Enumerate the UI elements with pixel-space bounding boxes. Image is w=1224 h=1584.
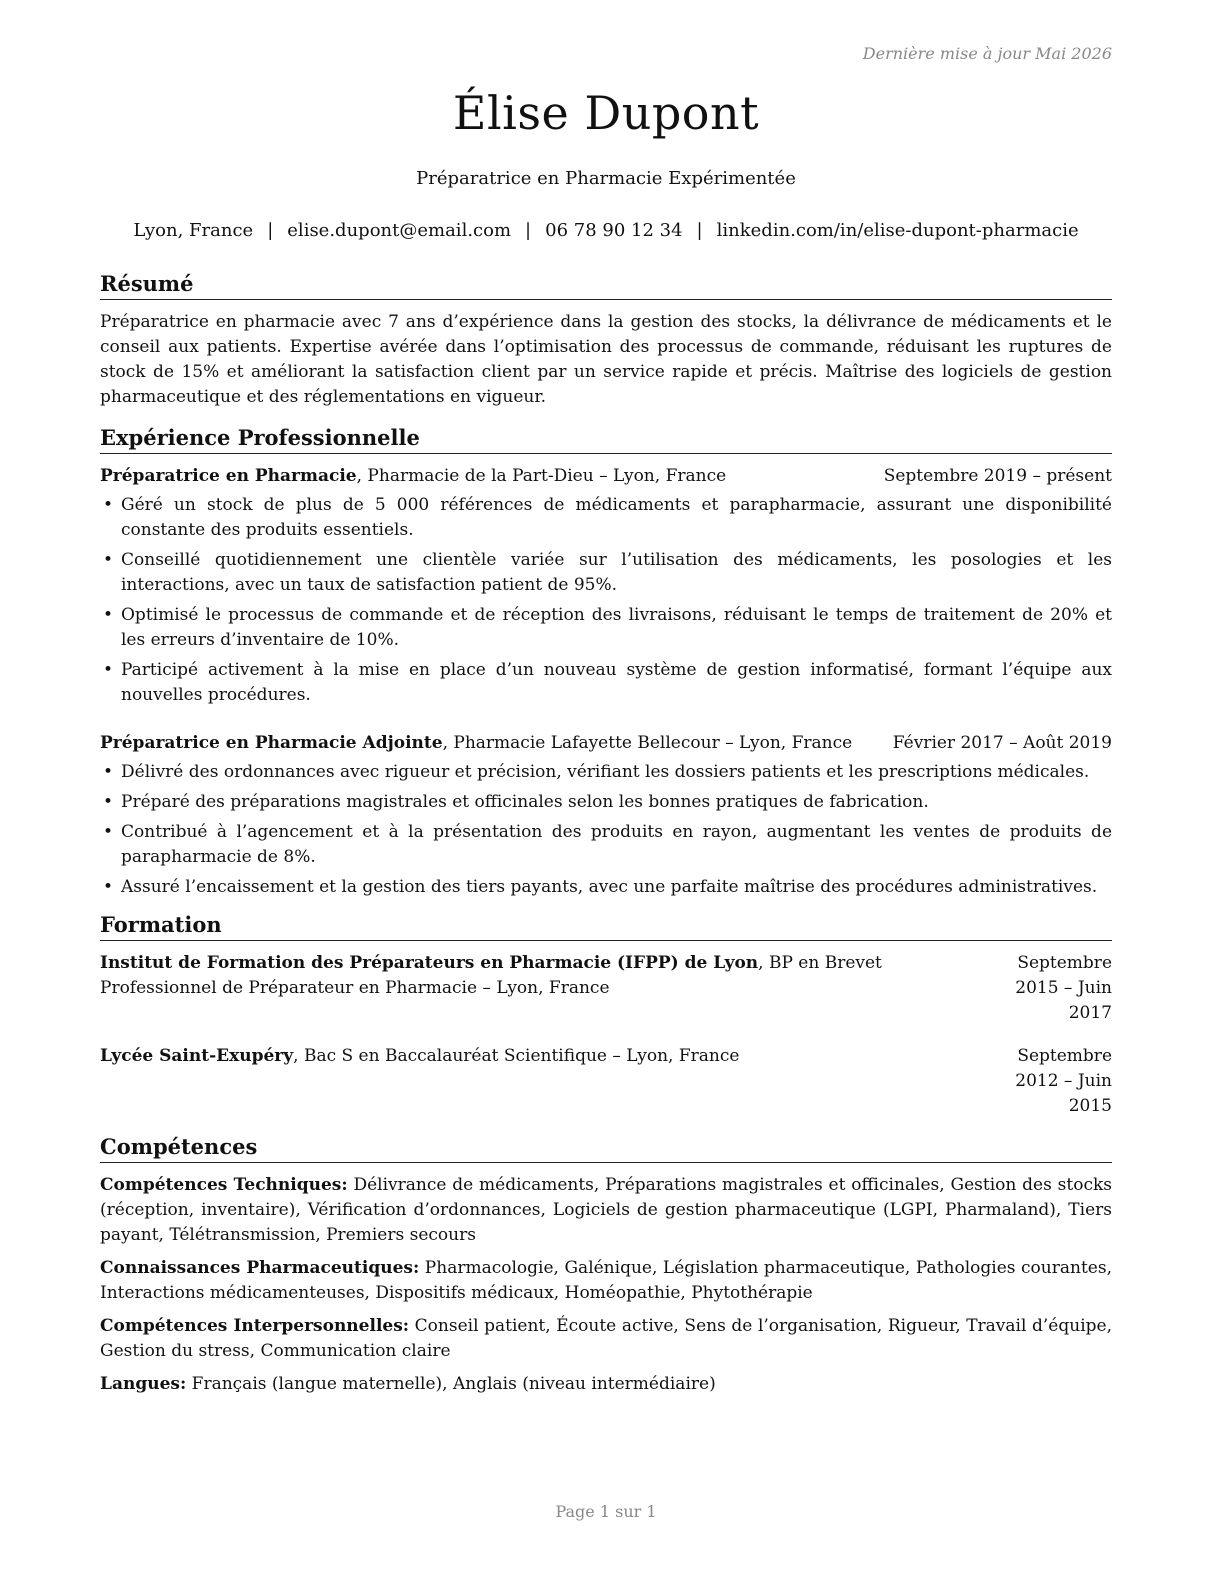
skill-text: Conseil patient, Écoute active, Sens de l’organisation, Rigueur, Travail d’équipe, Gestion du stress, Communication claire	[100, 1316, 1112, 1361]
summary-text: Préparatrice en pharmacie avec 7 ans d’expérience dans la gestion des stocks, la délivrance de médicaments et le conseil aux patients. Expertise avérée dans l’optimisation des processus de commande, réduisant les ruptures de stock de 15% et améliorant la satisfaction client par un service rapide et précis. Maîtrise des logiciels de gestion pharmaceutique et des réglementations en vigueur.	[100, 312, 1112, 407]
skill-label: Compétences Techniques:	[100, 1175, 348, 1195]
skill-group	[100, 1173, 1112, 1248]
job-employer: , Pharmacie de la Part-Dieu – Lyon, France	[356, 466, 727, 486]
bullet-icon: •	[103, 605, 114, 625]
skill-label: Compétences Interpersonnelles:	[100, 1316, 410, 1336]
education-heading: Formation	[100, 911, 1112, 941]
bullet-icon: •	[103, 877, 114, 897]
job-employer: , Pharmacie Lafayette Bellecour – Lyon, France	[442, 733, 853, 753]
education-item	[100, 951, 1112, 1026]
resume-content	[100, 270, 1112, 1405]
job-header	[100, 464, 1112, 489]
job-bullets	[100, 493, 1112, 708]
contact-separator: |	[696, 220, 703, 241]
job-role: Préparatrice en Pharmacie	[100, 466, 357, 486]
education-school: Lycée Saint-Exupéry	[100, 1046, 294, 1066]
contact-linkedin[interactable]: linkedin.com/in/elise-dupont-pharmacie	[716, 220, 1079, 241]
skill-group	[100, 1314, 1112, 1364]
list-item: • Conseillé quotidiennement une clientèle variée sur l’utilisation des médicaments, les posologies et les interactions, avec un taux de satisfaction patient de 95%.	[103, 550, 1112, 595]
last-updated: Dernière mise à jour Mai 2026	[862, 44, 1112, 63]
job-header	[100, 731, 1112, 756]
list-item: • Préparé des préparations magistrales et officinales selon les bonnes pratiques de fabrication.	[100, 790, 1112, 815]
bullet-icon: •	[103, 495, 114, 515]
contact-location: Lyon, France	[133, 220, 254, 241]
skill-group	[100, 1372, 1112, 1397]
page-number: Page 1 sur 1	[555, 1502, 657, 1521]
contact-line	[100, 220, 1112, 241]
bullet-icon: •	[103, 660, 114, 680]
list-item: • Participé activement à la mise en place d’un nouveau système de gestion informatisé, formant l’équipe aux nouvelles procédures.	[103, 660, 1112, 705]
contact-email[interactable]: elise.dupont@email.com	[287, 220, 512, 241]
job-bullets	[100, 760, 1112, 900]
bullet-icon: •	[103, 762, 114, 782]
list-item: • Optimisé le processus de commande et de réception des livraisons, réduisant le temps de traitement de 20% et les erreurs d’inventaire de 10%.	[103, 605, 1112, 650]
skill-text: Délivrance de médicaments, Préparations magistrales et officinales, Gestion des stocks (réception, inventaire), Vérification d’ordonnances, Logiciels de gestion pharmaceutique (LGPI, Pharmaland), Tiers payant, Télétransmission, Premiers secours	[100, 1175, 1112, 1245]
bullet-icon: •	[103, 822, 114, 842]
education-dates: Septembre 2015 – Juin 2017	[1015, 953, 1112, 1023]
contact-separator: |	[267, 220, 274, 241]
education-item	[100, 1044, 1112, 1119]
skill-label: Langues:	[100, 1374, 187, 1394]
education-detail: , Bac S en Baccalauréat Scientifique – Lyon, France	[293, 1046, 740, 1066]
skill-text: Pharmacologie, Galénique, Législation pharmaceutique, Pathologies courantes, Interactions médicamenteuses, Dispositifs médicaux, Homéopathie, Phytothérapie	[100, 1258, 1112, 1303]
job-role: Préparatrice en Pharmacie Adjointe	[100, 733, 443, 753]
skill-group	[100, 1256, 1112, 1306]
job-dates: Février 2017 – Août 2019	[892, 733, 1112, 753]
candidate-title: Préparatrice en Pharmacie Expérimentée	[416, 168, 796, 189]
skill-label: Connaissances Pharmaceutiques:	[100, 1258, 420, 1278]
contact-phone[interactable]: 06 78 90 12 34	[545, 220, 683, 241]
contact-separator: |	[525, 220, 532, 241]
candidate-name: Élise Dupont	[452, 86, 760, 140]
skills-heading: Compétences	[100, 1133, 1112, 1163]
education-detail: , BP en Brevet Professionnel de Préparateur en Pharmacie – Lyon, France	[100, 953, 882, 998]
list-item: • Contribué à l’agencement et à la présentation des produits en rayon, augmentant les ventes de produits de parapharmacie de 8%.	[103, 822, 1112, 867]
list-item: • Délivré des ordonnances avec rigueur et précision, vérifiant les dossiers patients et les prescriptions médicales.	[100, 760, 1112, 785]
bullet-icon: •	[103, 550, 114, 570]
summary-heading: Résumé	[100, 270, 1112, 300]
list-item: • Assuré l’encaissement et la gestion des tiers payants, avec une parfaite maîtrise des procédures administratives.	[100, 875, 1112, 900]
list-item: • Géré un stock de plus de 5 000 références de médicaments et parapharmacie, assurant une disponibilité constante des produits essentiels.	[103, 495, 1112, 540]
job-dates: Septembre 2019 – présent	[883, 466, 1112, 486]
education-school: Institut de Formation des Préparateurs en Pharmacie (IFPP) de Lyon	[100, 953, 759, 973]
experience-heading: Expérience Professionnelle	[100, 424, 1112, 454]
bullet-icon: •	[103, 792, 114, 812]
education-dates: Septembre 2012 – Juin 2015	[1015, 1046, 1112, 1116]
skill-text: Français (langue maternelle), Anglais (niveau intermédiaire)	[186, 1374, 716, 1394]
resume-page	[100, 0, 1112, 1584]
